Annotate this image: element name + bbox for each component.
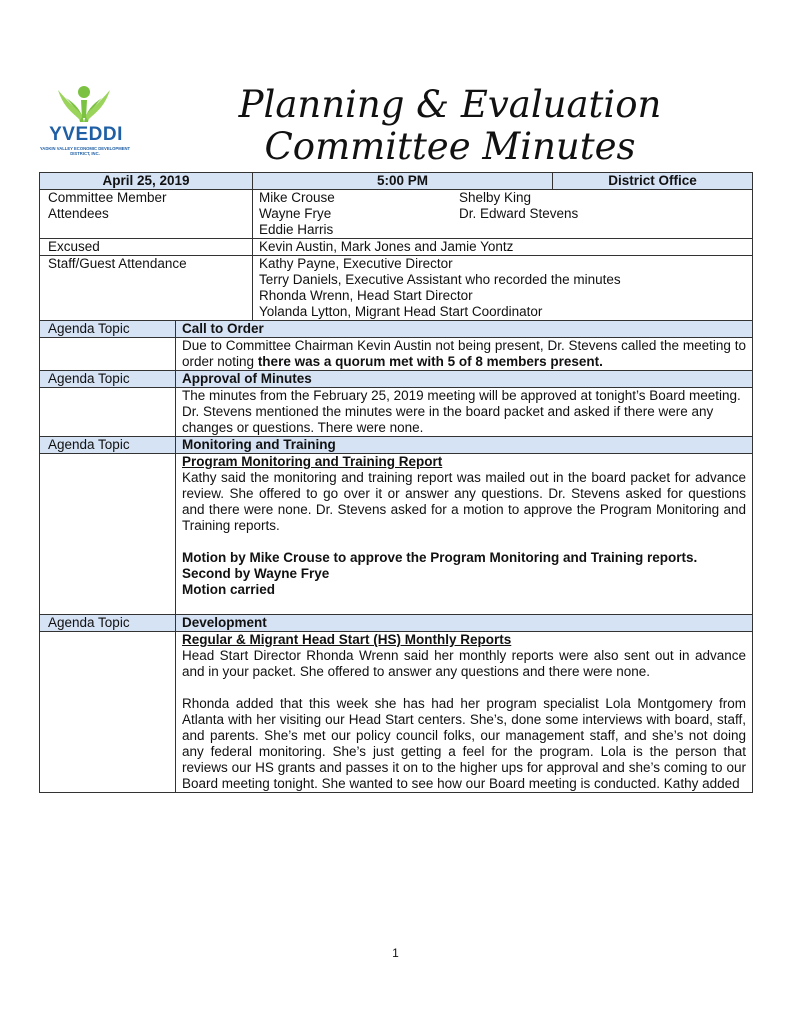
attendee-name: Shelby King bbox=[459, 190, 532, 205]
agenda-topic-label: Agenda Topic bbox=[40, 321, 176, 338]
staff-row bbox=[40, 256, 753, 321]
monitoring-subheading: Program Monitoring and Training Report bbox=[182, 454, 443, 469]
logo-wordmark: YVEDDI bbox=[49, 124, 123, 145]
monitoring-body bbox=[176, 454, 753, 615]
carried-text: Motion carried bbox=[182, 582, 276, 597]
topic-title-monitoring: Monitoring and Training bbox=[176, 437, 753, 454]
logo-figure-icon bbox=[56, 82, 112, 124]
agenda-topic-label: Agenda Topic bbox=[40, 615, 176, 632]
topic-title-development: Development bbox=[176, 615, 753, 632]
development-text-2: Rhonda added that this week she has had her program specialist Lola Montgomery from Atlanta with her visiting our Head Start centers. She’s, done some interviews with board, staff, and parents. She’s met our policy council folks, our management staff, and she’s not doing any federal monitoring. She’s just getting a feel for the program. Lola is the person that reviews our HS grants and passes it on to the higher ups for approval and she’s coming to our Board meeting tonight. She wanted to see how our Board meeting is conducted. Kathy added bbox=[182, 696, 746, 791]
topic-body-row bbox=[40, 632, 753, 793]
meeting-info-row bbox=[40, 173, 753, 190]
staff-label: Staff/Guest Attendance bbox=[40, 256, 253, 321]
minutes-table bbox=[39, 172, 753, 793]
topic-body-row bbox=[40, 338, 753, 371]
document-title bbox=[200, 84, 700, 168]
meeting-location: District Office bbox=[553, 173, 753, 190]
topic-title-call-to-order: Call to Order bbox=[176, 321, 753, 338]
motion-text: Motion by Mike Crouse to approve the Program Monitoring and Training reports. bbox=[182, 550, 698, 565]
topic-body-row bbox=[40, 454, 753, 615]
title-line-2: Committee Minutes bbox=[264, 125, 636, 168]
topic-body-row bbox=[40, 388, 753, 437]
staff-name: Terry Daniels, Executive Assistant who recorded the minutes bbox=[259, 272, 621, 287]
agenda-topic-row bbox=[40, 437, 753, 454]
second-text: Second by Wayne Frye bbox=[182, 566, 330, 581]
logo-subtext: YADKIN VALLEY ECONOMIC DEVELOPMENT DISTRICT, INC. bbox=[39, 146, 131, 156]
agenda-topic-label: Agenda Topic bbox=[40, 371, 176, 388]
development-body bbox=[176, 632, 753, 793]
page-number: 1 bbox=[392, 946, 399, 960]
attendee-name: Dr. Edward Stevens bbox=[459, 206, 579, 221]
staff-name: Kathy Payne, Executive Director bbox=[259, 256, 453, 271]
attendees-list bbox=[253, 190, 753, 239]
yveddi-logo bbox=[36, 82, 131, 162]
excused-names: Kevin Austin, Mark Jones and Jamie Yontz bbox=[253, 239, 753, 256]
development-subheading: Regular & Migrant Head Start (HS) Monthly Reports bbox=[182, 632, 512, 647]
call-to-order-text: Due to Committee Chairman Kevin Austin not being present, Dr. Stevens called the meeting to order noting there was a quorum met with 5 of 8 members present. bbox=[176, 338, 753, 371]
attendee-name: Eddie Harris bbox=[259, 222, 334, 237]
attendees-label: Committee Member Attendees bbox=[40, 190, 253, 239]
excused-row bbox=[40, 239, 753, 256]
monitoring-text: Kathy said the monitoring and training report was mailed out in the board packet for advance review. She offered to go over it or answer any questions. Dr. Stevens asked for questions and there were none. Dr. Stevens asked for a motion to approve the Program Monitoring and Training reports. bbox=[182, 470, 746, 533]
topic-title-approval: Approval of Minutes bbox=[176, 371, 753, 388]
excused-label: Excused bbox=[40, 239, 253, 256]
attendees-row bbox=[40, 190, 753, 239]
staff-name: Yolanda Lytton, Migrant Head Start Coordinator bbox=[259, 304, 543, 319]
title-line-1: Planning & Evaluation bbox=[238, 83, 662, 126]
approval-text: The minutes from the February 25, 2019 meeting will be approved at tonight’s Board meeting. Dr. Stevens mentioned the minutes were in the board packet and asked if there were any changes or questions. There were none. bbox=[176, 388, 753, 437]
agenda-topic-row bbox=[40, 371, 753, 388]
attendee-name: Mike Crouse bbox=[259, 190, 335, 205]
attendee-name: Wayne Frye bbox=[259, 206, 332, 221]
staff-list bbox=[253, 256, 753, 321]
agenda-topic-row bbox=[40, 615, 753, 632]
meeting-date: April 25, 2019 bbox=[40, 173, 253, 190]
agenda-topic-label: Agenda Topic bbox=[40, 437, 176, 454]
development-text-1: Head Start Director Rhonda Wrenn said her monthly reports were also sent out in advance and in your packet. She offered to answer any questions and there were none. bbox=[182, 648, 746, 679]
meeting-time: 5:00 PM bbox=[253, 173, 553, 190]
staff-name: Rhonda Wrenn, Head Start Director bbox=[259, 288, 473, 303]
agenda-topic-row bbox=[40, 321, 753, 338]
